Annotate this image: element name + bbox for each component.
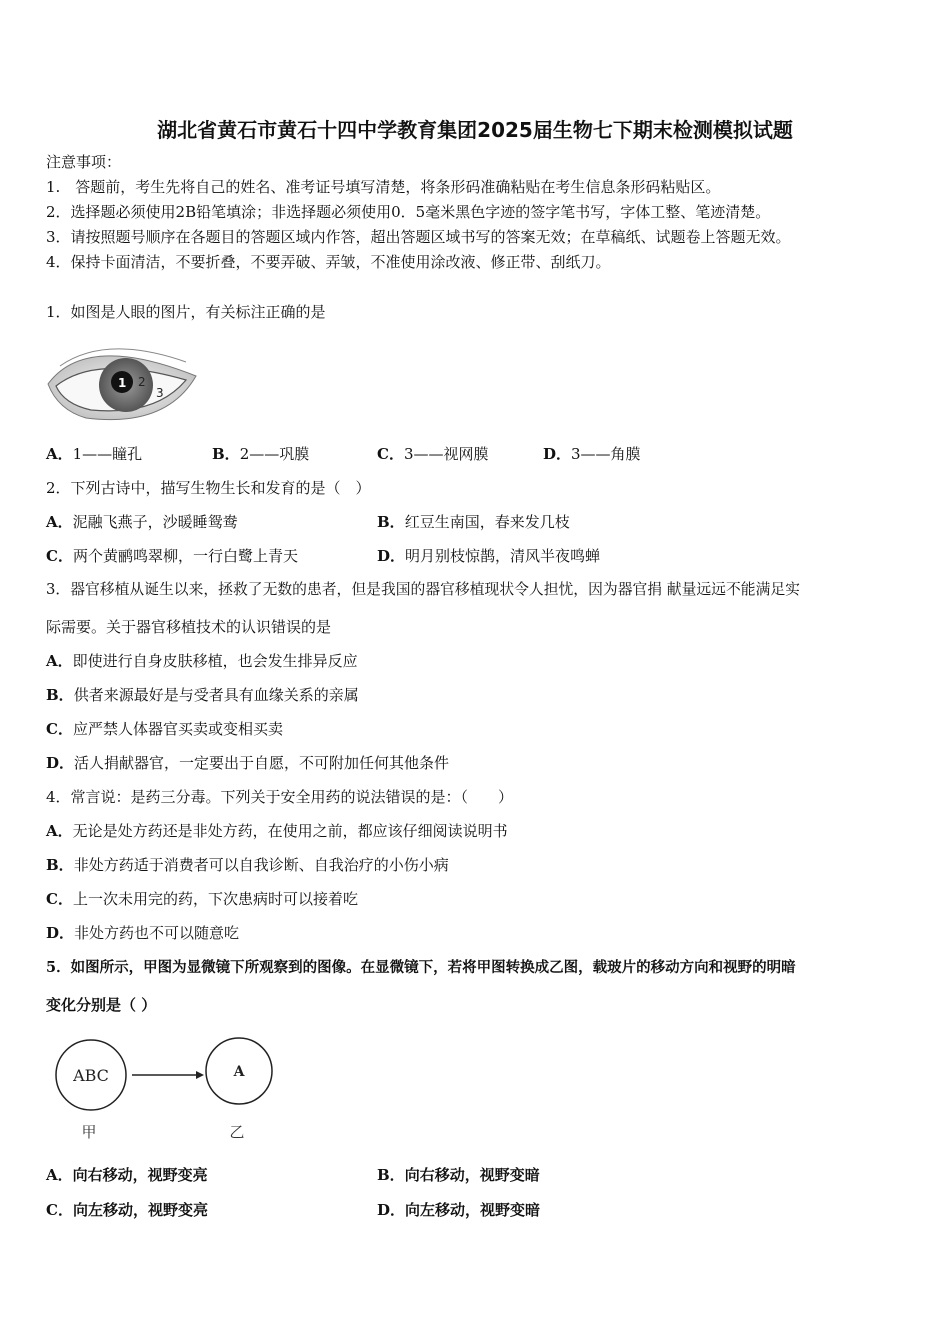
eye-figure xyxy=(46,336,206,426)
q3-option-a: A．即使进行自身皮肤移植，也会发生排异反应 xyxy=(46,652,358,670)
q4-option-d: D．非处方药也不可以随意吃 xyxy=(46,924,240,942)
q5-option-d: D．向左移动，视野变暗 xyxy=(377,1201,541,1219)
microscope-figure xyxy=(46,1030,276,1145)
q4-option-b: B．非处方药适于消费者可以自我诊断、自我治疗的小伤小病 xyxy=(46,856,449,874)
q2-option-a: A．泥融飞燕子，沙暖睡鸳鸯 xyxy=(46,513,238,531)
eye-label-2: 2 xyxy=(138,375,146,389)
notice-heading: 注意事项： xyxy=(46,153,122,171)
q3-option-b: B．供者来源最好是与受者具有血缘关系的亲属 xyxy=(46,686,359,704)
q2-option-c: C．两个黄鹂鸣翠柳，一行白鹭上青天 xyxy=(46,547,298,565)
q1-option-a: A．1——瞳孔 xyxy=(46,445,143,463)
q5-option-b: B．向右移动，视野变暗 xyxy=(377,1166,540,1184)
eye-label-1: 1 xyxy=(118,376,127,390)
question-4-stem: 4．常言说：是药三分毒。下列关于安全用药的说法错误的是：（ ） xyxy=(46,788,514,806)
eye-label-3: 3 xyxy=(156,386,164,400)
question-3-stem: 3．器官移植从诞生以来，拯救了无数的患者，但是我国的器官移植现状令人担忧，因为器官捐 献量远远不能满足实 xyxy=(46,581,800,598)
notice-item: 3．请按照题号顺序在各题目的答题区域内作答，超出答题区域书写的答案无效；在草稿纸、试题卷上答题无效。 xyxy=(46,228,791,246)
q2-option-d: D．明月别枝惊鹊，清风半夜鸣蝉 xyxy=(377,547,601,565)
notice-item: 2．选择题必须使用2B铅笔填涂；非选择题必须使用0．5毫米黑色字迹的签字笔书写，字体工整、笔迹清楚。 xyxy=(46,203,771,221)
caption-yi: 乙 xyxy=(229,1123,245,1141)
question-3-stem-cont: 际需要。关于器官移植技术的认识错误的是 xyxy=(46,618,332,636)
notice-item: 4．保持卡面清洁，不要折叠，不要弄破、弄皱，不准使用涂改液、修正带、刮纸刀。 xyxy=(46,253,611,271)
view-yi-text: A xyxy=(233,1064,245,1080)
q5-option-a: A．向右移动，视野变亮 xyxy=(46,1166,208,1184)
caption-jia: 甲 xyxy=(81,1123,97,1141)
notice-item: 1. 答题前，考生先将自己的姓名、准考证号填写清楚，将条形码准确粘贴在考生信息条形码粘贴区。 xyxy=(46,178,721,196)
q5-option-c: C．向左移动，视野变亮 xyxy=(46,1201,208,1219)
question-5-stem: 5．如图所示，甲图为显微镜下所观察到的图像。在显微镜下，若将甲图转换成乙图，载玻片的移动方向和视野的明暗 xyxy=(46,959,796,976)
q4-option-a: A．无论是处方药还是非处方药，在使用之前，都应该仔细阅读说明书 xyxy=(46,822,508,840)
question-1-stem: 1．如图是人眼的图片，有关标注正确的是 xyxy=(46,303,326,321)
q3-option-d: D．活人捐献器官，一定要出于自愿，不可附加任何其他条件 xyxy=(46,754,450,772)
q1-option-d: D．3——角膜 xyxy=(543,445,641,463)
q1-option-c: C．3——视网膜 xyxy=(377,445,489,463)
q3-option-c: C．应严禁人体器官买卖或变相买卖 xyxy=(46,720,283,738)
question-2-stem: 2．下列古诗中，描写生物生长和发育的是（ ） xyxy=(46,479,371,497)
q2-option-b: B．红豆生南国，春来发几枝 xyxy=(377,513,570,531)
q1-option-b: B．2——巩膜 xyxy=(212,445,310,463)
page-title: 湖北省黄石市黄石十四中学教育集团2025届生物七下期末检测模拟试题 xyxy=(157,118,793,142)
q4-option-c: C．上一次未用完的药，下次患病时可以接着吃 xyxy=(46,890,358,908)
arrow-head-icon xyxy=(196,1071,204,1079)
question-5-stem-cont: 变化分别是（ ） xyxy=(46,996,157,1014)
view-jia-text: ABC xyxy=(73,1066,109,1085)
